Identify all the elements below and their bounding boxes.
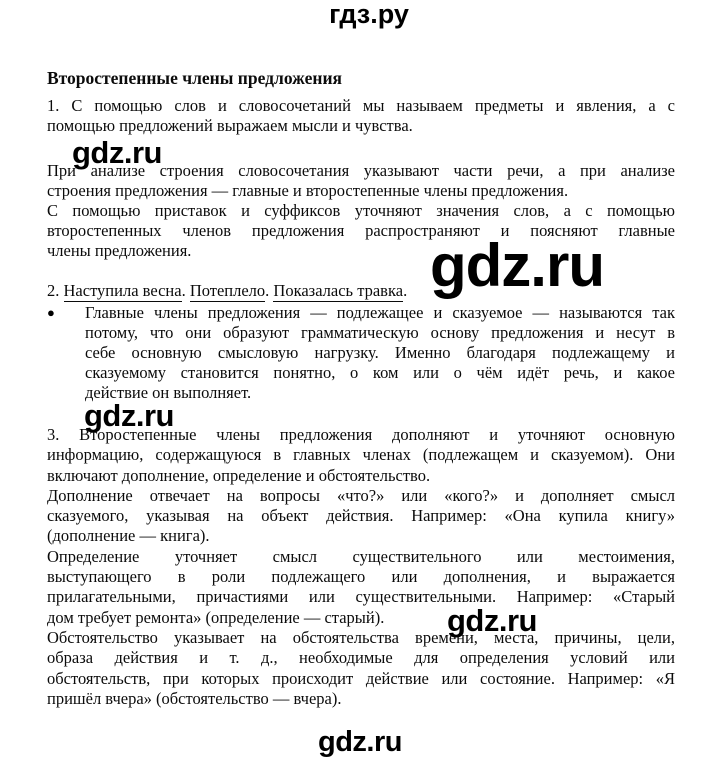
watermark-text-bottom: gdz.ru bbox=[318, 726, 402, 758]
text-line: дом требует ремонта» (определение — старый). bbox=[47, 607, 385, 627]
text-line: действие он выполняет. bbox=[85, 383, 252, 402]
underlined-sentence-3: Показалась травка bbox=[273, 281, 404, 300]
text-line: При анализе строения словосочетания указывают части речи, а при анализе bbox=[47, 161, 675, 180]
text-line: Определение уточняет смысл существительного или местоимения, bbox=[47, 546, 675, 566]
separator-2: . bbox=[265, 281, 274, 300]
text-line: потому, что они образуют грамматическую основу предложения и несут в bbox=[85, 323, 675, 342]
separator-1: . bbox=[181, 281, 190, 300]
text-line: 1. С помощью слов и словосочетаний мы называем предметы и явления, а с bbox=[47, 96, 675, 115]
text-line: Обстоятельство указывает на обстоятельства времени, места, причины, цели, bbox=[47, 627, 675, 647]
text-line: выступающего в роли подлежащего или дополнения, и выражается bbox=[47, 567, 675, 587]
text-line: себе основную смысловую нагрузку. Именно благодаря подлежащему и bbox=[85, 343, 675, 362]
underlined-sentence-2: Потеплело bbox=[189, 281, 266, 300]
paragraph-1 bbox=[47, 96, 675, 136]
text-line: Главные члены предложения — подлежащее и сказуемое — называются так bbox=[85, 303, 675, 322]
watermark-text-1: gdz.ru bbox=[72, 135, 162, 170]
text-line: (дополнение — книга). bbox=[47, 526, 210, 546]
text-line: члены предложения. bbox=[47, 241, 192, 260]
text-line: помощью предложений выражаем мысли и чувства. bbox=[47, 116, 413, 135]
text-line: пришёл вчера» (обстоятельство — вчера). bbox=[47, 688, 342, 708]
watermark-text-3: gdz.ru bbox=[447, 603, 537, 638]
text-line: сказуемого, указывая на объект действия. Например: «Она купила книгу» bbox=[47, 506, 675, 526]
underlined-sentence-1: Наступила весна bbox=[63, 281, 182, 300]
site-logo: гдз.ру bbox=[329, 0, 409, 29]
text-line: Дополнение отвечает на вопросы «что?» или «кого?» и дополняет смысл bbox=[47, 485, 675, 505]
text-line: С помощью приставок и суффиксов уточняют значения слов, а с помощью bbox=[47, 201, 675, 220]
page-title: Второстепенные члены предложения bbox=[47, 68, 342, 88]
bullet-paragraph bbox=[47, 303, 675, 403]
watermark-text-2: gdz.ru bbox=[84, 398, 174, 433]
text-line: второстепенных членов предложения распространяют и поясняют главные bbox=[47, 221, 675, 240]
text-line: обстоятельств, при которых происходит действие или состояние. Например: «Я bbox=[47, 668, 675, 688]
text-line: включают дополнение, определение и обстоятельство. bbox=[47, 465, 431, 485]
bullet-paragraph-lines bbox=[85, 303, 675, 403]
text-line: информацию, содержащуюся в главных членах (подлежащем и сказуемом). Они bbox=[47, 445, 675, 465]
example-sentences bbox=[47, 281, 675, 301]
separator-3: . bbox=[403, 281, 408, 300]
text-line: образа действия и т. д., необходимые для определения условий или bbox=[47, 648, 675, 668]
text-line: строения предложения — главные и второстепенные члены предложения. bbox=[47, 181, 569, 200]
bullet-icon: ● bbox=[47, 305, 55, 320]
text-line: прилагательными, причастиями или существительными. Например: «Старый bbox=[47, 587, 675, 607]
text-line: 3. Второстепенные члены предложения дополняют и уточняют основную bbox=[47, 425, 675, 444]
example-number: 2. bbox=[47, 281, 64, 300]
text-line: сказуемому становится понятно, о ком или о чём идёт речь, и какое bbox=[85, 363, 675, 382]
paragraph-3 bbox=[47, 425, 675, 709]
watermark-text-large: gdz.ru bbox=[430, 232, 604, 299]
